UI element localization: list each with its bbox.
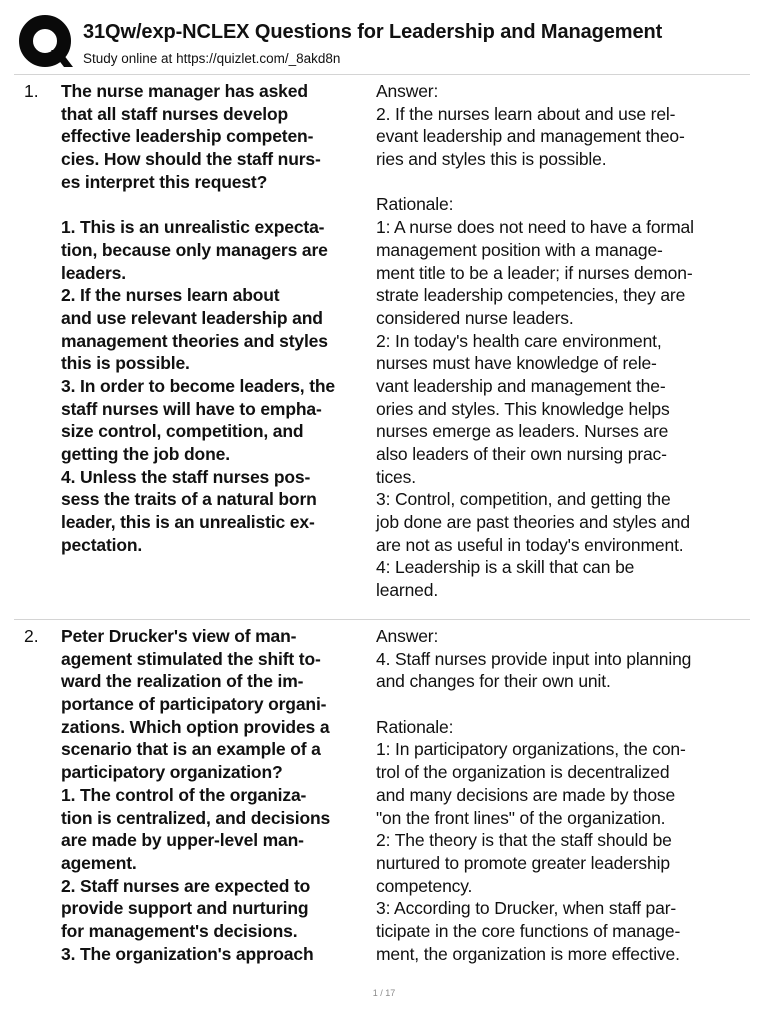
- text-line: 2. If the nurses learn about and use rel-: [376, 103, 676, 124]
- card-divider: [14, 619, 750, 620]
- blank-line: [376, 171, 746, 194]
- text-line: nurtured to promote greater leadership: [376, 852, 670, 873]
- text-line: 4. Staff nurses provide input into planning: [376, 648, 692, 669]
- text-line: "on the front lines" of the organization.: [376, 807, 666, 828]
- text-line: ries and styles this is possible.: [376, 149, 607, 170]
- document-subtitle: Study online at https://quizlet.com/_8akd8n: [83, 51, 341, 66]
- text-line: vant leadership and management the-: [376, 375, 666, 396]
- card-number: 2.: [24, 626, 39, 646]
- text-line: leader, this is an unrealistic ex-: [61, 512, 315, 533]
- text-line: Peter Drucker's view of man-: [61, 626, 297, 646]
- text-line: trol of the organization is decentralized: [376, 762, 670, 783]
- text-line: that all staff nurses develop: [61, 103, 289, 124]
- document-title: 31Qw/exp-NCLEX Questions for Leadership and Management: [83, 21, 663, 43]
- answer-text: [376, 80, 746, 602]
- page-indicator: 1 / 17: [372, 988, 396, 998]
- answer-text: [376, 625, 746, 965]
- text-line: The nurse manager has asked: [61, 81, 308, 101]
- text-line: sess the traits of a natural born: [61, 489, 317, 510]
- text-line: cies. How should the staff nurs-: [61, 149, 321, 170]
- header-divider: [14, 74, 750, 75]
- text-line: Answer:: [376, 626, 439, 646]
- text-line: for management's decisions.: [61, 920, 298, 941]
- text-line: nurses must have knowledge of rele-: [376, 353, 657, 374]
- text-line: Rationale:: [376, 194, 454, 215]
- text-line: and changes for their own unit.: [376, 671, 611, 692]
- text-line: ward the realization of the im-: [61, 671, 304, 692]
- text-line: effective leadership competen-: [61, 126, 314, 147]
- text-line: 3: According to Drucker, when staff par-: [376, 898, 677, 919]
- text-line: also leaders of their own nursing prac-: [376, 444, 667, 464]
- text-line: strate leadership competencies, they are: [376, 285, 686, 306]
- text-line: agement.: [61, 852, 137, 873]
- text-line: are not as useful in today's environment.: [376, 534, 684, 555]
- text-line: staff nurses will have to empha-: [61, 398, 322, 419]
- text-line: competency.: [376, 875, 473, 896]
- text-line: evant leadership and management theo-: [376, 126, 685, 147]
- text-line: ment title to be a leader; if nurses demon-: [376, 262, 693, 283]
- text-line: tion is centralized, and decisions: [61, 807, 331, 828]
- quizlet-logo-icon: [18, 14, 74, 70]
- text-line: and use relevant leadership and: [61, 307, 323, 328]
- text-line: 4. Unless the staff nurses pos-: [61, 466, 311, 487]
- text-line: agement stimulated the shift to-: [61, 648, 321, 669]
- card-number: 1.: [24, 81, 39, 101]
- text-line: zations. Which option provides a: [61, 716, 330, 737]
- text-line: 1. The control of the organiza-: [61, 784, 307, 805]
- text-line: 2. If the nurses learn about: [61, 285, 280, 306]
- text-line: 2: In today's health care environment,: [376, 330, 662, 351]
- text-line: leaders.: [61, 262, 126, 283]
- blank-line: [61, 193, 371, 216]
- text-line: are made by upper-level man-: [61, 830, 304, 851]
- text-line: 2: The theory is that the staff should be: [376, 830, 672, 851]
- blank-line: [376, 693, 746, 716]
- text-line: 3. In order to become leaders, the: [61, 375, 336, 396]
- text-line: 1: A nurse does not need to have a formal: [376, 217, 694, 238]
- text-line: management theories and styles: [61, 330, 328, 351]
- text-line: learned.: [376, 580, 439, 601]
- text-line: ories and styles. This knowledge helps: [376, 398, 670, 419]
- text-line: ment, the organization is more effective.: [376, 943, 680, 964]
- text-line: es interpret this request?: [61, 171, 268, 192]
- question-text: [61, 625, 371, 965]
- document-header: [0, 0, 768, 74]
- text-line: tices.: [376, 466, 416, 487]
- text-line: portance of participatory organi-: [61, 694, 327, 715]
- text-line: and many decisions are made by those: [376, 784, 676, 805]
- text-line: 1: In participatory organizations, the con-: [376, 739, 686, 760]
- text-line: getting the job done.: [61, 444, 230, 464]
- text-line: considered nurse leaders.: [376, 307, 574, 328]
- text-line: participatory organization?: [61, 762, 283, 783]
- text-line: size control, competition, and: [61, 421, 304, 442]
- text-line: pectation.: [61, 534, 143, 555]
- text-line: job done are past theories and styles and: [376, 512, 690, 533]
- text-line: 3. The organization's approach: [61, 943, 314, 964]
- text-line: nurses emerge as leaders. Nurses are: [376, 421, 669, 442]
- text-line: 4: Leadership is a skill that can be: [376, 557, 635, 578]
- text-line: scenario that is an example of a: [61, 739, 321, 760]
- text-line: 2. Staff nurses are expected to: [61, 875, 311, 896]
- text-line: ticipate in the core functions of manage-: [376, 920, 681, 941]
- text-line: provide support and nurturing: [61, 898, 309, 919]
- text-line: 1. This is an unrealistic expecta-: [61, 217, 325, 238]
- text-line: management position with a manage-: [376, 239, 663, 260]
- text-line: Answer:: [376, 81, 439, 101]
- text-line: this is possible.: [61, 353, 190, 374]
- question-text: [61, 80, 371, 556]
- text-line: 3: Control, competition, and getting the: [376, 489, 671, 510]
- text-line: Rationale:: [376, 716, 454, 737]
- text-line: tion, because only managers are: [61, 239, 328, 260]
